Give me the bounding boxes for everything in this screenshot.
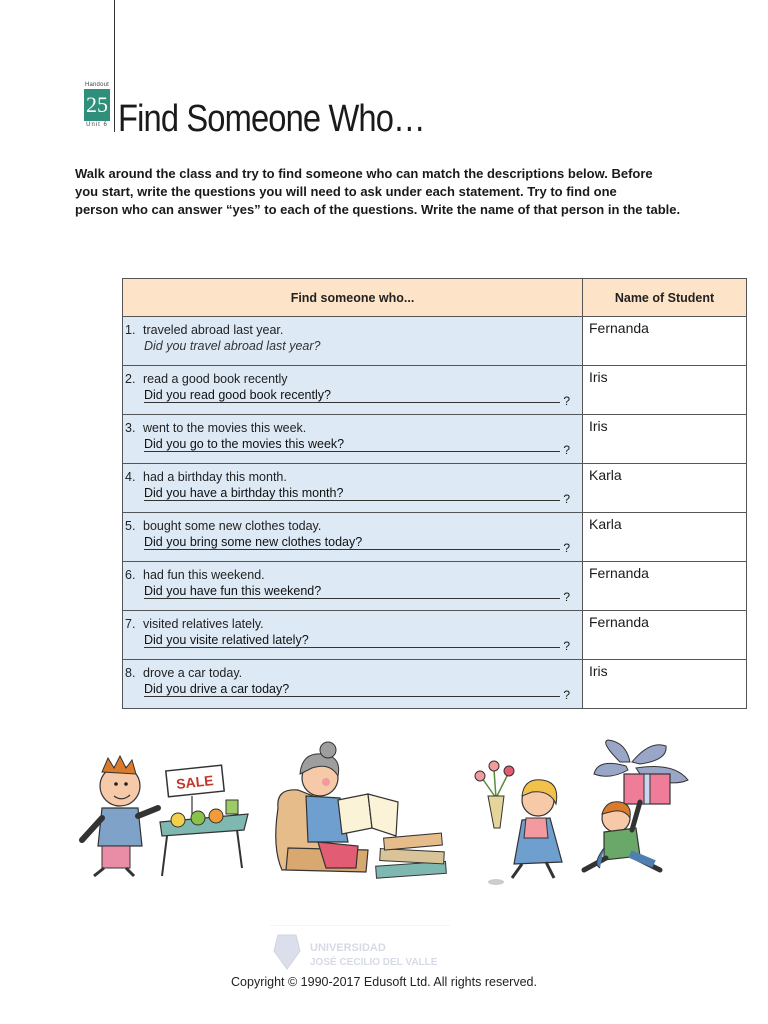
instructions-line: Walk around the class and try to find someone who can match the descriptions below. Before — [75, 166, 653, 181]
statement-cell — [123, 660, 583, 709]
question-answer-line: Did you have fun this weekend? — [144, 584, 560, 599]
find-someone-table — [122, 278, 747, 709]
handout-badge — [82, 82, 112, 128]
table-row — [123, 513, 747, 562]
open-book — [338, 794, 398, 836]
question-answer-line: Did you drive a car today? — [144, 682, 560, 697]
table-row — [123, 562, 747, 611]
student-name: Iris — [583, 366, 747, 415]
question-mark: ? — [563, 639, 570, 653]
flower-bouquet — [475, 761, 514, 828]
statement-text: visited relatives lately. — [143, 617, 264, 631]
girl-flowers-illustration — [466, 738, 566, 888]
boy-gift-illustration — [570, 738, 695, 893]
table-row — [123, 611, 747, 660]
logo-text-line1: UNIVERSIDAD — [310, 942, 386, 954]
instructions-line: you start, write the questions you will need to ask under each statement. Try to find one — [75, 184, 617, 199]
row-number: 4. — [125, 470, 136, 484]
student-name: Iris — [583, 660, 747, 709]
question-answer-line: Did you visite relatived lately? — [144, 633, 560, 648]
statement-cell — [123, 415, 583, 464]
page-title: Find Someone Who… — [118, 98, 425, 140]
statement-text: drove a car today. — [143, 666, 243, 680]
row-number: 1. — [125, 323, 136, 337]
question-mark: ? — [563, 688, 570, 702]
question-answer-line: Did you read good book recently? — [144, 388, 560, 403]
copyright-notice: Copyright © 1990-2017 Edusoft Ltd. All rights reserved. — [231, 975, 537, 989]
statement-text: bought some new clothes today. — [143, 519, 322, 533]
question-mark: ? — [563, 590, 570, 604]
table-header-row — [123, 279, 747, 317]
question-mark: ? — [563, 443, 570, 457]
statement-cell — [123, 562, 583, 611]
unit-label: Unit 6 — [86, 122, 108, 128]
column-header-find: Find someone who... — [123, 279, 583, 317]
table-row — [123, 366, 747, 415]
column-header-name: Name of Student — [583, 279, 747, 317]
question-answer-line: Did you bring some new clothes today? — [144, 535, 560, 550]
question-mark: ? — [563, 492, 570, 506]
row-number: 6. — [125, 568, 136, 582]
question-answer-line: Did you go to the movies this week? — [144, 437, 560, 452]
book-stack — [376, 833, 447, 878]
statement-cell — [123, 317, 583, 366]
row-number: 7. — [125, 617, 136, 631]
row-number: 8. — [125, 666, 136, 680]
table-row — [123, 464, 747, 513]
student-name: Karla — [583, 464, 747, 513]
student-name: Fernanda — [583, 317, 747, 366]
question-answer-line: Did you have a birthday this month? — [144, 486, 560, 501]
statement-text: had fun this weekend. — [143, 568, 265, 582]
question-mark: ? — [563, 541, 570, 555]
student-name: Fernanda — [583, 611, 747, 660]
student-name: Fernanda — [583, 562, 747, 611]
sale-shopper-illustration — [72, 738, 252, 883]
grandmother-reading-illustration — [268, 738, 453, 883]
question-text: Did you travel abroad last year? — [144, 339, 321, 353]
row-number: 2. — [125, 372, 136, 386]
gift-box — [594, 740, 688, 804]
sale-table — [160, 800, 248, 876]
table-row — [123, 415, 747, 464]
student-name: Karla — [583, 513, 747, 562]
university-logo — [270, 925, 470, 975]
statement-cell — [123, 464, 583, 513]
statement-cell — [123, 611, 583, 660]
sale-sign-text: SALE — [175, 772, 215, 792]
row-number: 5. — [125, 519, 136, 533]
statement-text: traveled abroad last year. — [143, 323, 284, 337]
statement-text: read a good book recently — [143, 372, 288, 386]
statement-cell — [123, 513, 583, 562]
table-row — [123, 660, 747, 709]
logo-text-line2: JOSÉ CECILIO DEL VALLE — [310, 957, 438, 968]
instructions-line: person who can answer “yes” to each of the questions. Write the name of that person in the table. — [75, 202, 681, 217]
handout-number: 25 — [84, 89, 110, 121]
margin-rule — [114, 0, 115, 132]
table-row — [123, 317, 747, 366]
boy-figure — [82, 756, 158, 876]
handout-label: Handout — [84, 82, 110, 88]
instructions — [75, 165, 725, 219]
statement-cell — [123, 366, 583, 415]
statement-text: went to the movies this week. — [143, 421, 307, 435]
student-name: Iris — [583, 415, 747, 464]
statement-text: had a birthday this month. — [143, 470, 287, 484]
row-number: 3. — [125, 421, 136, 435]
running-boy-figure — [584, 802, 660, 870]
question-mark: ? — [563, 394, 570, 408]
